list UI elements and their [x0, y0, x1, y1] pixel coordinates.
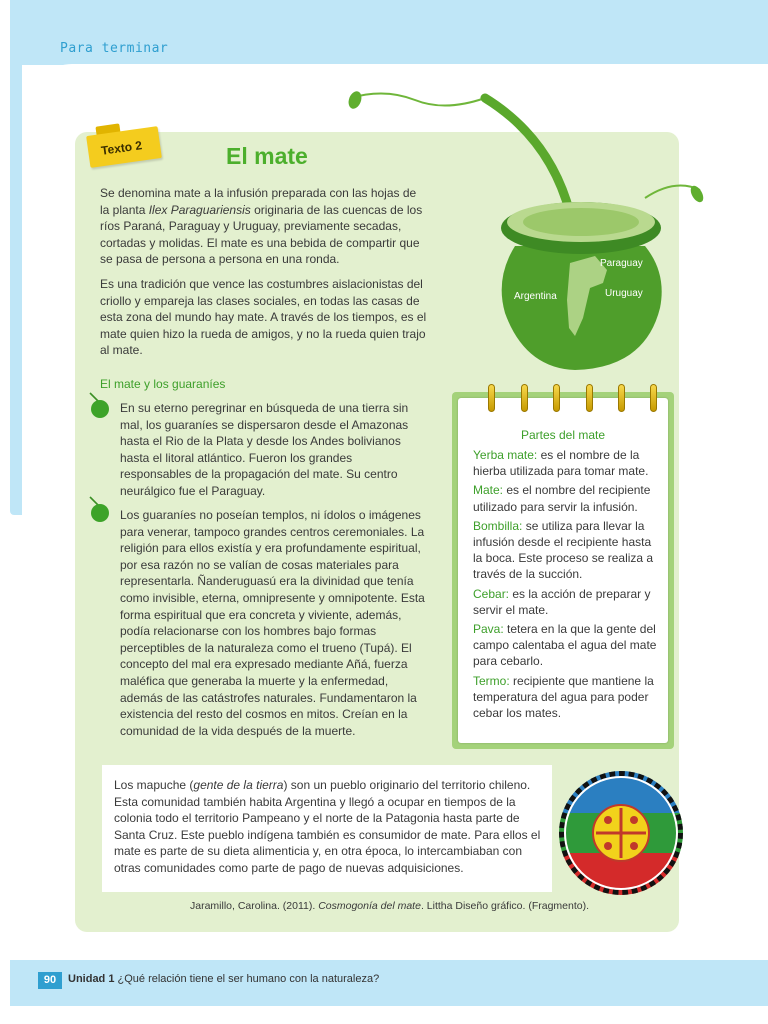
- notebook-ring-icon: [586, 384, 593, 412]
- section-paragraph-1: En su eterno peregrinar en búsqueda de una tierra sin mal, los guaraníes se dispersaron desde el Amazonas hasta el Rio de la Plata y desde los Andes bolivianos hasta el litoral atlántico. Fueron los grandes responsables de la propagación del mate. Su centro neurálgico fue el Paraguay.: [120, 401, 409, 498]
- text-tag: [88, 125, 162, 165]
- section-paragraph-2: Los guaraníes no poseían templos, ni ídolos o imágenes para venerar, tampoco grandes centros ceremoniales. La religión para ellos existía y era profundamente espiritual, por esa razón no se valían de cosas materiales para representarla. Ñanderuguasú era la divinidad que tenía como invisible, eterna, omnipresente y omnipotente. Esta forma espiritual que era concreta y viviente, además, podía relacionarse con los hombres bajo formas perceptibles de la naturaleza como el trueno (Tupá). El concepto del mal era expresado mediante Añá, fuerza maléfica que generaba la muerte y la enfermedad, además de las catástrofes naturales. Fundamentaron la existencia del resto del cosmos en mitos. Creían en la comunidad de la vida después de la muerte.: [120, 508, 425, 738]
- notebook-ring-icon: [553, 384, 560, 412]
- leaf-bullet-icon: [84, 495, 114, 525]
- leaf-bullet-icon: [84, 391, 114, 421]
- notebook-ring-icon: [488, 384, 495, 412]
- map-label-argentina: Argentina: [514, 291, 557, 302]
- glossary-item: Yerba mate: es el nombre de la hierba utilizada para tomar mate.: [473, 448, 649, 479]
- page-title: El mate: [226, 143, 308, 169]
- footer-unit-title: Unidad 1 ¿Qué relación tiene el ser humano con la naturaleza?: [68, 973, 380, 985]
- glossary-item: Termo: recipiente que mantiene la temperatura del agua para poder cebar los mates.: [473, 673, 654, 721]
- page-number: 90: [38, 972, 62, 989]
- mapuche-paragraph: Los mapuche (gente de la tierra) son un pueblo originario del territorio chileno. Esta comunidad también habita Argentina y llegó a ocupar en tiempos de la colonia todo el territorio Pampeano y el norte de la Patagonia hasta parte de Santa Cruz. Este pueblo indígena también es consumidor de mate. Para ellos el mate es parte de su dieta alimenticia y, en otra época, lo intercambiaban con otras comunidades como parte de pago de nuevas adquisiciones.: [114, 778, 541, 875]
- map-label-paraguay: Paraguay: [600, 258, 643, 269]
- map-label-uruguay: Uruguay: [605, 288, 643, 299]
- notebook-ring-icon: [618, 384, 625, 412]
- notebook-page: [458, 398, 668, 743]
- glossary-notebook: [452, 392, 674, 749]
- glossary-title: Partes del mate: [520, 428, 606, 442]
- glossary-item: Mate: es el nombre del recipiente utilizado para servir la infusión.: [473, 483, 651, 514]
- intro-paragraph-2: Es una tradición que vence las costumbres aislacionistas del criollo y empareja las clases sociales, en todas las casas de esta zona del mundo hay mate. A través de los tiempos, es el mate quien hizo la rueda de amigos, y no la rueda quien trajo al mate.: [100, 277, 427, 358]
- section-label: Para terminar: [60, 41, 169, 56]
- glossary-item: Pava: tetera en la que la gente del campo calentaba el agua del mate para cebarlo.: [473, 622, 657, 669]
- mapuche-flag-icon: [556, 768, 686, 898]
- notebook-ring-icon: [650, 384, 657, 412]
- section-heading: El mate y los guaraníes: [100, 377, 226, 391]
- glossary-list: [473, 447, 661, 724]
- citation: Jaramillo, Carolina. (2011). Cosmogonía del mate. Littha Diseño gráfico. (Fragmento).: [190, 900, 590, 912]
- intro-paragraph-1: Se denomina mate a la infusión preparada con las hojas de la planta Ilex Paraguariensis originaria de las cuencas de los ríos Paraná, Paraguay y Uruguay, previamente secadas, cortadas y molidas. El mate es una bebida de compartir que se pasa de persona a persona en una ronda.: [100, 186, 423, 267]
- tag-label: Texto 2: [100, 138, 143, 158]
- notebook-ring-icon: [521, 384, 528, 412]
- glossary-item: Bombilla: se utiliza para llevar la infusión desde el recipiente hasta la boca. Este proceso se realiza a través de la succión.: [473, 518, 654, 582]
- mate-gourd-illustration: [345, 78, 710, 378]
- left-margin-band: [10, 60, 22, 515]
- glossary-item: Cebar: es la acción de preparar y servir el mate.: [473, 586, 651, 617]
